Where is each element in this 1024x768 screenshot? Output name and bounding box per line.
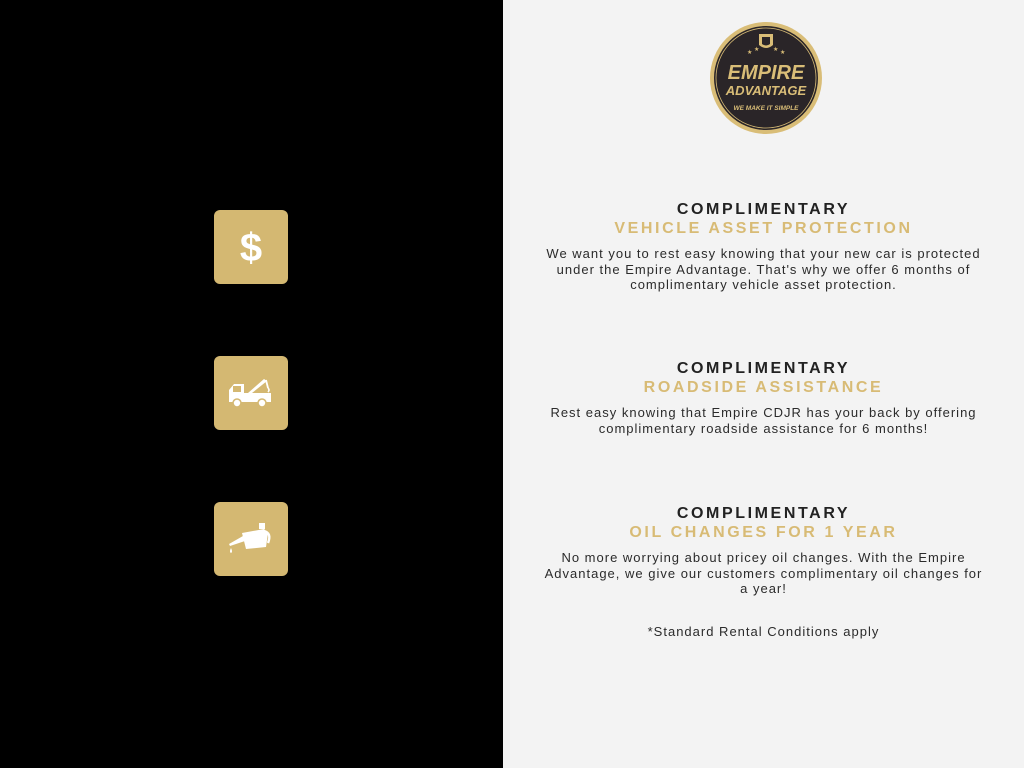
feature-vehicle-asset-protection [503,200,1024,293]
feature-description: No more worrying about pricey oil changes. With the Empire Advantage, we give our customers complimentary oil changes for a year! [544,550,983,596]
feature-heading: COMPLIMENTARY [676,505,851,522]
logo-wordmark: EMPIRE [727,62,805,84]
tow-truck-icon [226,376,276,410]
feature-subheading: OIL CHANGES FOR 1 YEAR [629,524,898,541]
feature-description: Rest easy knowing that Empire CDJR has your back by offering complimentary roadside assistance for 6 months! [550,405,977,436]
feature-heading: COMPLIMENTARY [676,360,851,377]
feature-subheading: ROADSIDE ASSISTANCE [643,379,884,396]
feature-heading: COMPLIMENTARY [676,201,851,218]
logo-tagline: WE MAKE IT SIMPLE [733,105,799,112]
empire-advantage-logo [709,21,823,135]
svg-text:★: ★ [754,46,760,53]
dollar-icon [231,225,271,269]
feature-subheading: VEHICLE ASSET PROTECTION [614,220,913,237]
feature-roadside-assistance [503,359,1024,436]
feature-column [503,0,1024,768]
svg-text:★: ★ [773,46,779,53]
footnote: *Standard Rental Conditions apply [647,624,880,639]
dollar-icon-tile [214,210,288,284]
logo-wordmark-line2: ADVANTAGE [725,83,807,98]
icon-column [0,0,503,768]
oil-can-icon [226,519,276,559]
feature-description: We want you to rest easy knowing that your new car is protected under the Empire Advantage. That's why we offer 6 months of complimentary vehicle asset protection. [546,246,981,292]
svg-text:★: ★ [747,49,753,56]
tow-truck-icon-tile [214,356,288,430]
oil-can-icon-tile [214,502,288,576]
svg-text:$: $ [239,226,263,269]
feature-oil-changes [503,504,1024,597]
svg-text:★: ★ [780,49,786,56]
